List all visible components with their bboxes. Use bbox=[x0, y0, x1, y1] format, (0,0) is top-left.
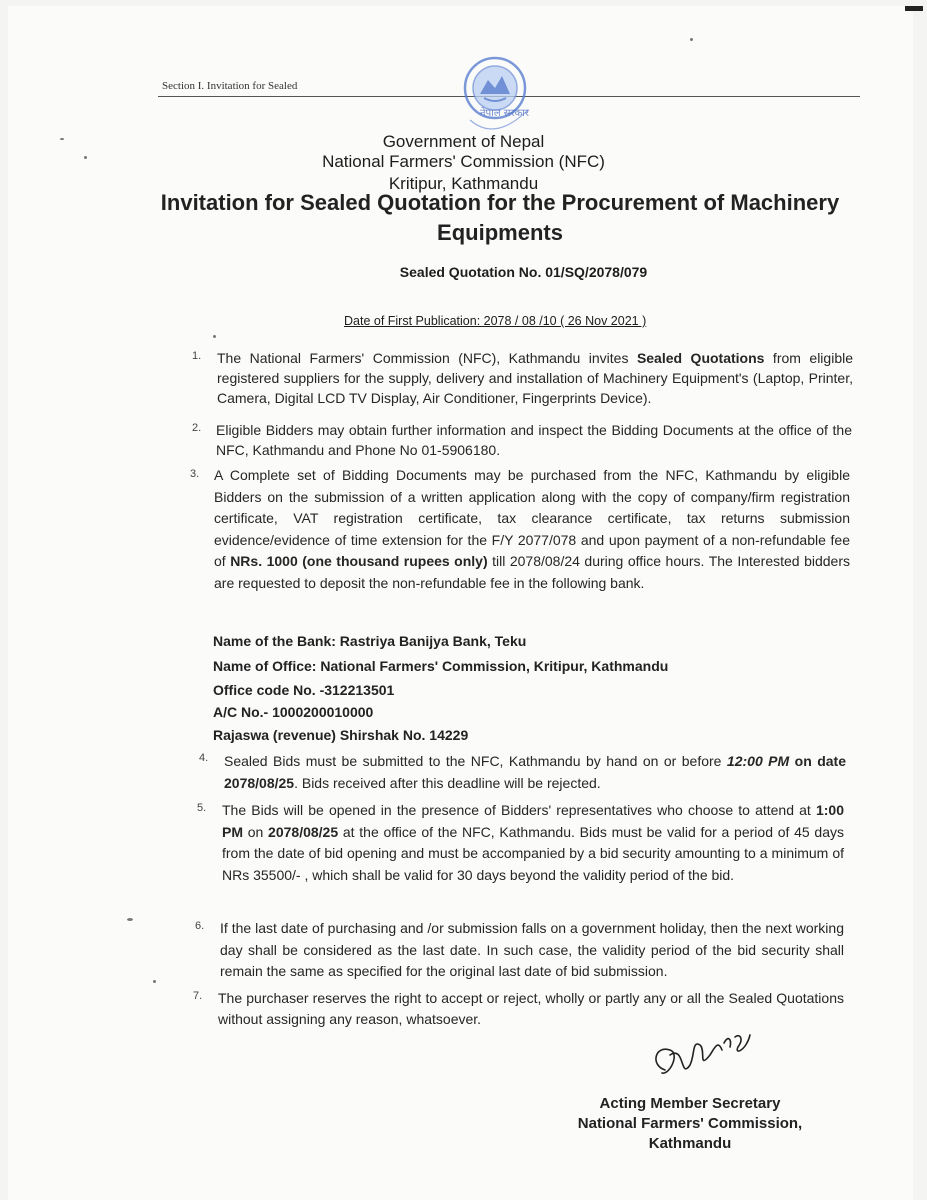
scan-speck bbox=[127, 918, 133, 921]
scan-edge-mark bbox=[905, 6, 923, 11]
item-text-segment: 12:00 PM bbox=[726, 753, 790, 769]
item-1-text bbox=[217, 348, 853, 408]
item-text-segment: The National Farmers' Commission (NFC), Kathmandu invites bbox=[217, 350, 637, 366]
item-text-segment: Eligible Bidders may obtain further information and inspect the Bidding Documents at the office of the NFC, Kathmandu and Phone No 01-5906180. bbox=[216, 422, 852, 458]
item-number: 3. bbox=[190, 468, 200, 480]
org-name: National Farmers' Commission (NFC) bbox=[322, 152, 605, 171]
signoff-org: National Farmers' Commission, bbox=[577, 1115, 803, 1132]
handwritten-signature bbox=[640, 1025, 760, 1095]
bank-account-number: A/C No.- 1000200010000 bbox=[213, 704, 374, 720]
item-7-text bbox=[218, 988, 844, 1030]
publication-date: Date of First Publication: 2078 / 08 /10 ( 26 Nov 2021 ) bbox=[344, 314, 647, 328]
item-6-text bbox=[220, 918, 844, 983]
item-number: 1. bbox=[192, 350, 202, 362]
item-text-segment: on bbox=[243, 823, 269, 840]
scan-speck bbox=[153, 980, 156, 983]
item-4-text bbox=[224, 750, 846, 794]
scan-speck bbox=[690, 38, 693, 41]
item-text-segment: Sealed Quotations bbox=[636, 350, 765, 366]
item-text-segment: A Complete set of Bidding Documents may be purchased from the NFC, Kathmandu by eligible Bidders on the submission of a written application along with the copy of company/firm registration certificate, VAT registration certificate, tax clearance certificate, tax returns submission evidence/evidence of time extension for the F/Y 2077/078 and upon payment of a non-refundable fee of bbox=[214, 467, 850, 569]
item-3-text bbox=[214, 465, 850, 594]
item-text-segment: The purchaser reserves the right to accept or reject, wholly or partly any or all the Sealed Quotations without assigning any reason, whatsoever. bbox=[218, 990, 844, 1027]
bank-name: Name of the Bank: Rastriya Banijya Bank, Teku bbox=[213, 633, 527, 649]
item-text-segment: till 2078/08/24 during office hours. The Interested bidders are requested to deposit the non-refundable fee in the following bank. bbox=[214, 553, 850, 591]
item-number: 2. bbox=[192, 422, 202, 434]
item-text-segment: The Bids will be opened in the presence of Bidders' representatives who choose to attend at bbox=[222, 802, 816, 818]
document-title: Invitation for Sealed Quotation for the Procurement of Machinery Equipments bbox=[160, 190, 840, 245]
scan-speck bbox=[213, 335, 216, 338]
signoff-place: Kathmandu bbox=[648, 1135, 732, 1152]
item-text-segment: on date 2078/08/25 bbox=[224, 753, 846, 791]
item-text-segment: If the last date of purchasing and /or submission falls on a government holiday, then the next working day shall be considered as the last date. In such case, the validity period of the bid security shall remain the same as specified for the original last date of bid submission. bbox=[220, 920, 844, 979]
item-number: 7. bbox=[193, 990, 203, 1002]
scan-speck bbox=[60, 138, 64, 140]
item-text-segment: Sealed Bids must be submitted to the NFC, Kathmandu by hand on or before bbox=[224, 753, 727, 769]
item-text-segment: 1:00 PM bbox=[222, 802, 844, 840]
org-location: Kritipur, Kathmandu bbox=[388, 174, 539, 193]
scan-speck bbox=[84, 156, 87, 159]
item-2-text bbox=[216, 420, 852, 460]
bank-office: Name of Office: National Farmers' Commission, Kritipur, Kathmandu bbox=[213, 658, 669, 674]
signoff-title: Acting Member Secretary bbox=[599, 1095, 781, 1112]
item-text-segment: from eligible registered suppliers for the supply, delivery and installation of Machinery Equipment's (Laptop, Printer, Camera, Digital LCD TV Display, Air Conditioner, Fingerprints Device). bbox=[217, 350, 853, 406]
item-number: 4. bbox=[199, 752, 209, 764]
item-number: 6. bbox=[195, 920, 205, 932]
item-text-segment: . Bids received after this deadline will be rejected. bbox=[294, 775, 601, 791]
item-text-segment: 2078/08/25 bbox=[268, 823, 339, 840]
item-number: 5. bbox=[197, 802, 207, 814]
seal-text: नेपाल सरकार bbox=[480, 108, 529, 119]
item-text-segment: NRs. 1000 (one thousand rupees only) bbox=[230, 553, 488, 569]
sealed-quotation-number: Sealed Quotation No. 01/SQ/2078/079 bbox=[399, 264, 648, 280]
running-head: Section I. Invitation for Sealed bbox=[162, 80, 298, 92]
item-text-segment: at the office of the NFC, Kathmandu. Bids must be valid for a period of 45 days from the date of bid opening and must be accompanied by a bid security amounting to a minimum of NRs 35500/- , which shall be valid for 30 days beyond the validity period of the bid. bbox=[222, 823, 844, 883]
item-5-text bbox=[222, 800, 844, 886]
bank-rajaswa: Rajaswa (revenue) Shirshak No. 14229 bbox=[213, 727, 469, 743]
bank-office-code: Office code No. -312213501 bbox=[213, 682, 395, 698]
gov-name: Government of Nepal bbox=[382, 132, 545, 151]
